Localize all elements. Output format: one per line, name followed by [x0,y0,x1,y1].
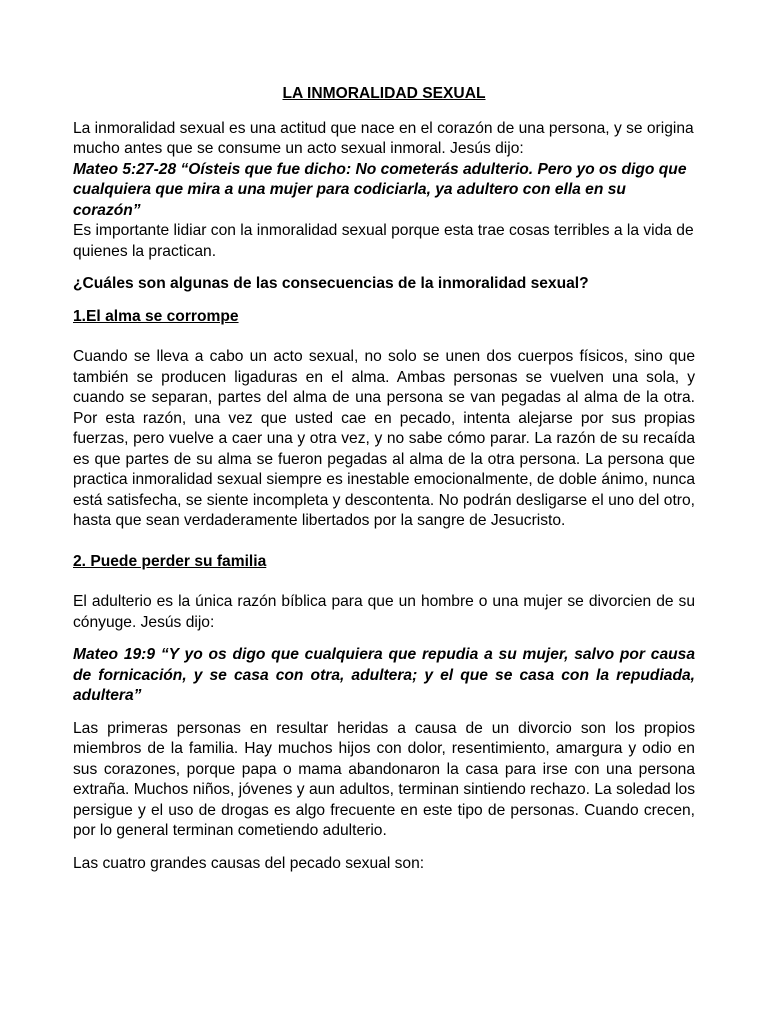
consequences-question: ¿Cuáles son algunas de las consecuencias de la inmoralidad sexual? [73,275,589,292]
section2-verse: Mateo 19:9 “Y yo os digo que cualquiera que repudia a su mujer, salvo por causa de fornicación, y se casa con otra, adultera; y el que se casa con la repudiada, adultera” [73,646,695,704]
intro-paragraph: La inmoralidad sexual es una actitud que nace en el corazón de una persona, y se origina mucho antes que se consume un acto sexual inmoral. Jesús dijo: [73,119,694,157]
intro-verse: Mateo 5:27-28 “Oísteis que fue dicho: No cometerás adulterio. Pero yo os digo que cualquiera que mira a una mujer para codiciarla, ya adultero con ella en su corazón” [73,160,687,219]
section2-paragraph2: Las primeras personas en resultar heridas a causa de un divorcio son los propios miembros de la familia. Hay muchos hijos con dolor, resentimiento, amargura y odio en sus corazones, porque papa o mama abandonaron la casa para irse con una persona extraña. Muchos niños, jóvenes y aun adultos, terminan sintiendo rechazo. La soledad los persigue y el uso de drogas es algo frecuente en este tipo de personas. Cuando crecen, por lo general terminan cometiendo adulterio. [73,719,695,839]
section2-closing: Las cuatro grandes causas del pecado sexual son: [73,854,425,872]
section1-paragraph: Cuando se lleva a cabo un acto sexual, no solo se unen dos cuerpos físicos, sino que también se producen ligaduras en el alma. Ambas personas se vuelven una sola, y cuando se separan, partes del alma de una persona se van pegadas al alma de la otra. Por esta razón, una vez que usted cae en pecado, intenta alejarse por sus propias fuerzas, pero vuelve a caer una y otra vez, y no sabe cómo parar. La razón de su recaída es que partes de su alma se fueron pegadas al alma de la otra persona. La persona que practica inmoralidad sexual siempre es inestable emocionalmente, de doble ánimo, nunca está satisfecha, se siente incompleta y descontenta. No podrán desligarse el uno del otro, hasta que sean verdaderamente libertados por la sangre de Jesucristo. [73,348,695,529]
intro-conclusion: Es importante lidiar con la inmoralidad sexual porque esta trae cosas terribles a la vida de quienes la practican. [73,222,694,260]
document-page [73,84,695,874]
section2-paragraph1: El adulterio es la única razón bíblica para que un hombre o una mujer se divorcien de su cónyuge. Jesús dijo: [73,593,695,631]
section1-heading: 1.El alma se corrompe [73,307,239,325]
document-title: LA INMORALIDAD SEXUAL [282,85,486,102]
section2-heading: 2. Puede perder su familia [73,552,267,570]
